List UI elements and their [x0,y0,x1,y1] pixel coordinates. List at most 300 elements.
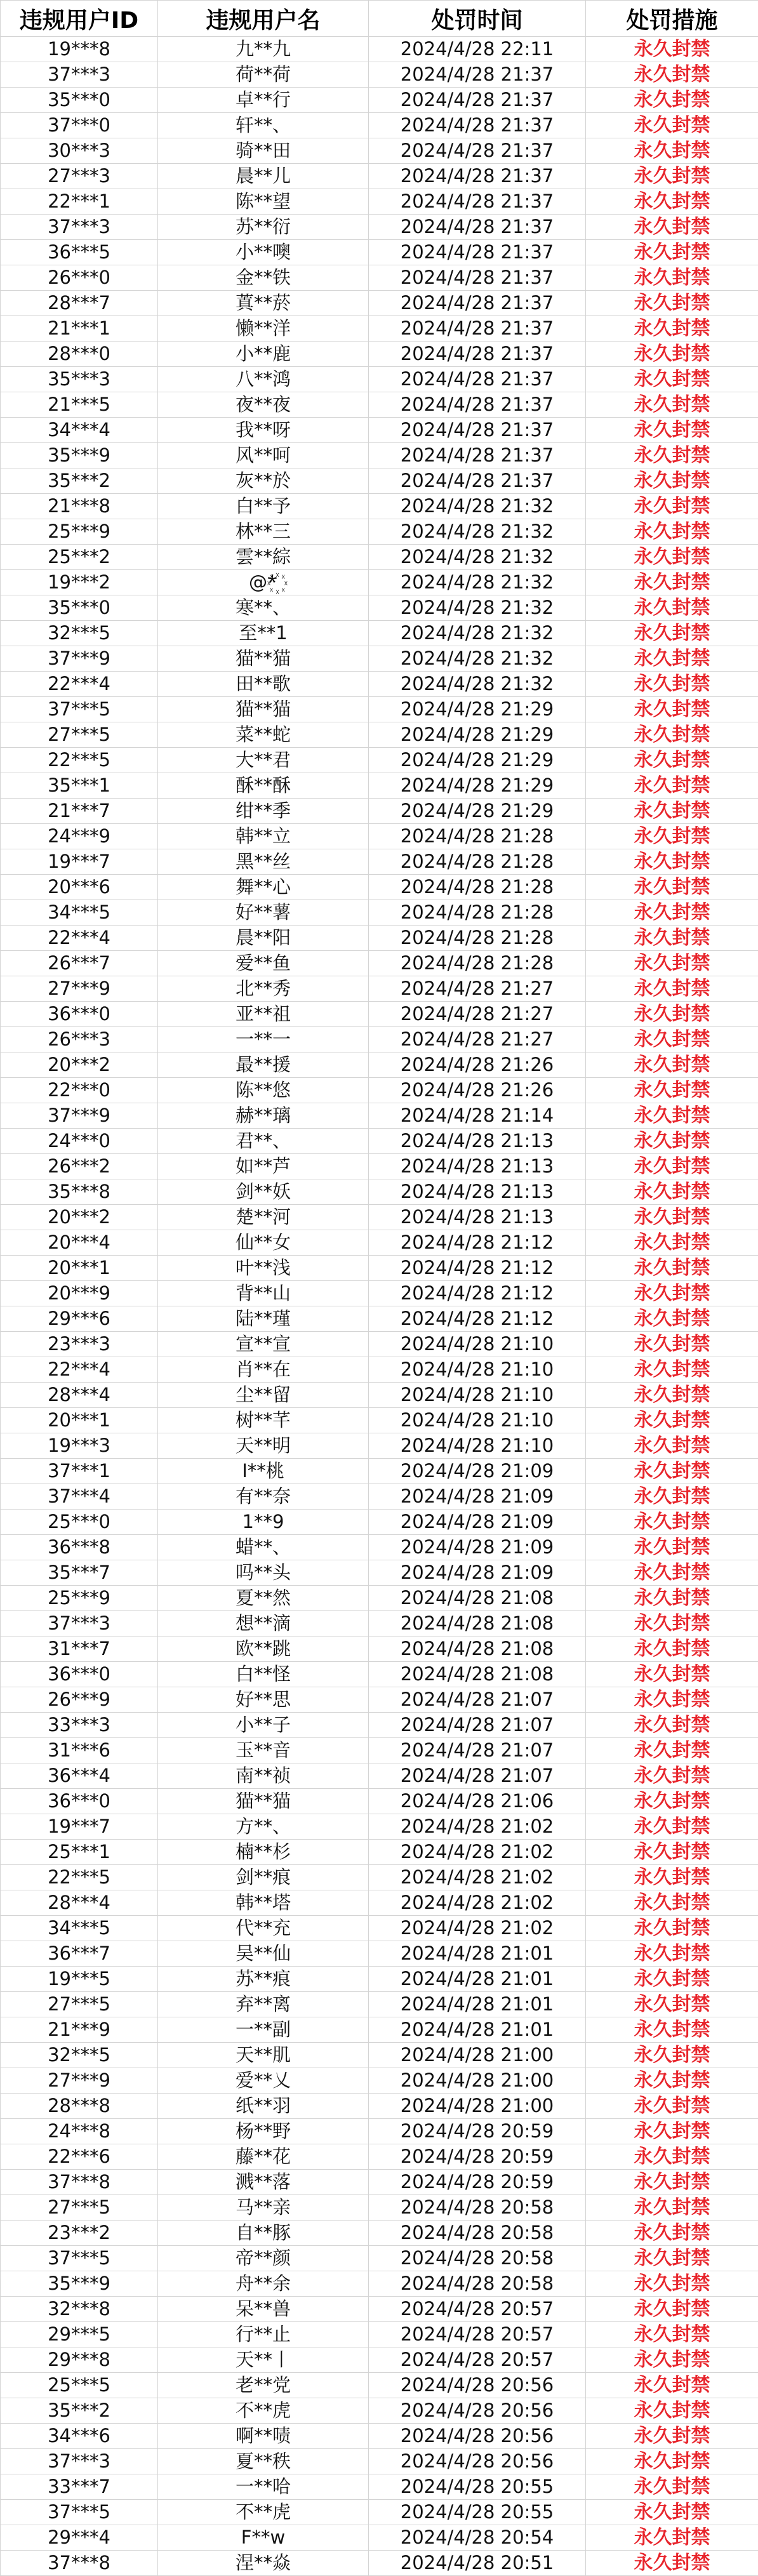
table-row [1,2119,758,2144]
username-cell: 夜**夜 [158,392,369,418]
penalty-action-cell: 永久封禁 [586,2525,758,2551]
penalty-time-cell: 2024/4/28 20:57 [369,2347,586,2373]
table-row [1,2424,758,2449]
penalty-action-cell: 永久封禁 [586,265,758,291]
table-row [1,900,758,926]
table-row [1,2322,758,2347]
penalty-action-cell: 永久封禁 [586,1814,758,1840]
table-row [1,824,758,849]
username-cell: 最**援 [158,1052,369,1078]
user-id-cell: 30***3 [1,138,158,164]
username-cell: 夏**秩 [158,2449,369,2474]
table-row [1,1179,758,1205]
penalty-action-cell: 永久封禁 [586,215,758,240]
username-cell: 代**充 [158,1916,369,1941]
table-row [1,113,758,138]
user-id-cell: 22***5 [1,1865,158,1890]
username-cell: 1**9 [158,1510,369,1535]
penalty-action-cell: 永久封禁 [586,976,758,1002]
penalty-action-cell: 永久封禁 [586,926,758,951]
penalty-time-cell: 2024/4/28 21:08 [369,1611,586,1637]
penalty-action-cell: 永久封禁 [586,418,758,443]
penalty-action-cell: 永久封禁 [586,1433,758,1459]
username-cell: 尘**留 [158,1383,369,1408]
user-id-cell: 28***7 [1,291,158,316]
username-cell: 有**奈 [158,1484,369,1510]
table-row [1,519,758,545]
penalty-time-cell: 2024/4/28 21:29 [369,748,586,773]
user-id-cell: 37***3 [1,2449,158,2474]
username-cell: 白**予 [158,494,369,519]
username-cell: @*꙰ [158,570,369,595]
table-row [1,545,758,570]
username-cell: 北**秀 [158,976,369,1002]
username-cell: 南**祯 [158,1763,369,1789]
penalty-action-cell: 永久封禁 [586,1713,758,1738]
penalty-action-cell: 永久封禁 [586,342,758,367]
user-id-cell: 34***5 [1,1916,158,1941]
user-id-cell: 37***9 [1,1103,158,1129]
table-row [1,2043,758,2068]
table-row [1,1890,758,1916]
username-cell: I**桃 [158,1459,369,1484]
penalty-action-cell: 永久封禁 [586,1789,758,1814]
user-id-cell: 20***9 [1,1281,158,1306]
user-id-cell: 37***5 [1,2500,158,2525]
penalty-time-cell: 2024/4/28 21:01 [369,1967,586,1992]
table-row [1,392,758,418]
penalty-time-cell: 2024/4/28 21:13 [369,1129,586,1154]
penalty-time-cell: 2024/4/28 21:28 [369,951,586,976]
penalty-action-cell: 永久封禁 [586,1890,758,1916]
user-id-cell: 23***3 [1,1332,158,1357]
penalty-action-cell: 永久封禁 [586,1179,758,1205]
username-cell: 荷**荷 [158,62,369,88]
penalty-action-cell: 永久封禁 [586,1078,758,1103]
penalty-action-cell: 永久封禁 [586,1002,758,1027]
username-cell: 涅**焱 [158,2551,369,2576]
penalty-time-cell: 2024/4/28 21:32 [369,519,586,545]
penalty-action-cell: 永久封禁 [586,1357,758,1383]
table-row [1,1916,758,1941]
penalty-time-cell: 2024/4/28 20:57 [369,2297,586,2322]
user-id-cell: 29***6 [1,1306,158,1332]
penalty-action-cell: 永久封禁 [586,1383,758,1408]
table-row [1,1230,758,1256]
table-row [1,1662,758,1687]
username-cell: 肖**在 [158,1357,369,1383]
penalty-time-cell: 2024/4/28 21:37 [369,418,586,443]
penalty-time-cell: 2024/4/28 21:10 [369,1332,586,1357]
table-row [1,646,758,672]
penalty-action-cell: 永久封禁 [586,1230,758,1256]
penalty-action-cell: 永久封禁 [586,468,758,494]
penalty-action-cell: 永久封禁 [586,2551,758,2576]
username-cell: 舞**心 [158,875,369,900]
penalty-action-cell: 永久封禁 [586,1586,758,1611]
username-cell: 夏**然 [158,1586,369,1611]
user-id-cell: 28***0 [1,342,158,367]
penalty-time-cell: 2024/4/28 21:09 [369,1560,586,1586]
username-cell: 九**九 [158,37,369,62]
username-cell: 酥**酥 [158,773,369,799]
penalty-time-cell: 2024/4/28 21:09 [369,1459,586,1484]
table-row [1,1306,758,1332]
user-id-cell: 36***7 [1,1941,158,1967]
table-row [1,976,758,1002]
user-id-cell: 35***2 [1,2398,158,2424]
username-cell: 风**呵 [158,443,369,468]
header-user-id: 违规用户ID [1,1,158,37]
user-id-cell: 28***4 [1,1890,158,1916]
table-row [1,1433,758,1459]
penalty-time-cell: 2024/4/28 21:07 [369,1763,586,1789]
table-row [1,215,758,240]
username-cell: 猫**猫 [158,697,369,722]
penalty-time-cell: 2024/4/28 21:02 [369,1814,586,1840]
table-row [1,926,758,951]
penalty-action-cell: 永久封禁 [586,1992,758,2017]
user-id-cell: 19***5 [1,1967,158,1992]
table-row [1,2170,758,2195]
username-cell: 菜**蛇 [158,722,369,748]
penalty-time-cell: 2024/4/28 21:32 [369,545,586,570]
table-row [1,1332,758,1357]
penalty-time-cell: 2024/4/28 20:54 [369,2525,586,2551]
table-row [1,37,758,62]
table-row [1,1840,758,1865]
table-row [1,1637,758,1662]
username-cell: 君**、 [158,1129,369,1154]
user-id-cell: 37***3 [1,1611,158,1637]
username-cell: 自**豚 [158,2221,369,2246]
username-cell: 韩**立 [158,824,369,849]
penalty-time-cell: 2024/4/28 21:37 [369,189,586,215]
user-id-cell: 31***7 [1,1637,158,1662]
table-row [1,468,758,494]
penalty-action-cell: 永久封禁 [586,62,758,88]
penalty-action-cell: 永久封禁 [586,2170,758,2195]
user-id-cell: 35***2 [1,468,158,494]
penalty-action-cell: 永久封禁 [586,1256,758,1281]
penalty-time-cell: 2024/4/28 21:37 [369,265,586,291]
table-row [1,697,758,722]
table-row [1,1865,758,1890]
user-id-cell: 34***4 [1,418,158,443]
penalty-action-cell: 永久封禁 [586,2017,758,2043]
table-row [1,1738,758,1763]
user-id-cell: 22***4 [1,926,158,951]
user-id-cell: 27***5 [1,1992,158,2017]
user-id-cell: 19***2 [1,570,158,595]
penalty-time-cell: 2024/4/28 21:37 [369,342,586,367]
username-cell: 寒**、 [158,595,369,621]
penalty-action-cell: 永久封禁 [586,367,758,392]
table-row [1,342,758,367]
penalty-time-cell: 2024/4/28 21:32 [369,570,586,595]
table-row [1,316,758,342]
table-row [1,1078,758,1103]
table-row [1,2347,758,2373]
user-id-cell: 21***1 [1,316,158,342]
table-row [1,1687,758,1713]
user-id-cell: 33***3 [1,1713,158,1738]
penalty-action-cell: 永久封禁 [586,2297,758,2322]
table-row [1,1535,758,1560]
penalty-action-cell: 永久封禁 [586,2322,758,2347]
table-row [1,1002,758,1027]
penalty-time-cell: 2024/4/28 21:10 [369,1408,586,1433]
penalty-action-cell: 永久封禁 [586,2068,758,2094]
username-cell: 背**山 [158,1281,369,1306]
penalty-time-cell: 2024/4/28 21:01 [369,1941,586,1967]
user-id-cell: 35***1 [1,773,158,799]
table-row [1,88,758,113]
penalty-time-cell: 2024/4/28 21:10 [369,1357,586,1383]
penalty-time-cell: 2024/4/28 21:07 [369,1738,586,1763]
penalty-time-cell: 2024/4/28 21:37 [369,138,586,164]
user-id-cell: 19***7 [1,1814,158,1840]
penalty-time-cell: 2024/4/28 20:58 [369,2195,586,2221]
table-row [1,875,758,900]
user-id-cell: 28***8 [1,2094,158,2119]
table-row [1,722,758,748]
penalty-time-cell: 2024/4/28 21:09 [369,1535,586,1560]
penalty-action-cell: 永久封禁 [586,1763,758,1789]
username-cell: 一**副 [158,2017,369,2043]
penalty-action-cell: 永久封禁 [586,1052,758,1078]
username-cell: 吴**仙 [158,1941,369,1967]
penalty-action-cell: 永久封禁 [586,1637,758,1662]
table-row [1,2449,758,2474]
header-username: 违规用户名 [158,1,369,37]
user-id-cell: 37***8 [1,2551,158,2576]
user-id-cell: 21***8 [1,494,158,519]
user-id-cell: 21***7 [1,799,158,824]
penalty-time-cell: 2024/4/28 21:14 [369,1103,586,1129]
penalty-action-cell: 永久封禁 [586,138,758,164]
table-row [1,1789,758,1814]
username-cell: 树**芊 [158,1408,369,1433]
username-cell: 不**虎 [158,2500,369,2525]
username-cell: 赫**璃 [158,1103,369,1129]
user-id-cell: 35***8 [1,1179,158,1205]
penalty-action-cell: 永久封禁 [586,2474,758,2500]
username-cell: 陈**悠 [158,1078,369,1103]
table-row [1,2195,758,2221]
username-cell: 亚**祖 [158,1002,369,1027]
table-row [1,1408,758,1433]
penalty-action-cell: 永久封禁 [586,697,758,722]
penalty-time-cell: 2024/4/28 20:56 [369,2424,586,2449]
penalty-action-cell: 永久封禁 [586,621,758,646]
user-id-cell: 26***2 [1,1154,158,1179]
username-cell: 如**芦 [158,1154,369,1179]
table-row [1,240,758,265]
table-row [1,1814,758,1840]
penalty-time-cell: 2024/4/28 21:28 [369,849,586,875]
table-row [1,849,758,875]
table-row [1,265,758,291]
penalty-time-cell: 2024/4/28 21:02 [369,1916,586,1941]
table-row [1,1052,758,1078]
user-id-cell: 36***8 [1,1535,158,1560]
table-row [1,1027,758,1052]
penalty-time-cell: 2024/4/28 21:02 [369,1865,586,1890]
penalty-time-cell: 2024/4/28 21:37 [369,367,586,392]
username-cell: 陈**望 [158,189,369,215]
penalty-action-cell: 永久封禁 [586,1459,758,1484]
username-cell: 老**党 [158,2373,369,2398]
username-cell: 天**肌 [158,2043,369,2068]
username-cell: 大**君 [158,748,369,773]
penalty-action-cell: 永久封禁 [586,2246,758,2271]
table-row [1,1129,758,1154]
username-cell: 行**止 [158,2322,369,2347]
penalty-action-cell: 永久封禁 [586,519,758,545]
penalty-time-cell: 2024/4/28 21:37 [369,468,586,494]
penalty-action-cell: 永久封禁 [586,1281,758,1306]
user-id-cell: 19***7 [1,849,158,875]
user-id-cell: 20***2 [1,1052,158,1078]
username-cell: 陆**瑾 [158,1306,369,1332]
table-row [1,164,758,189]
table-row [1,1763,758,1789]
table-row [1,1484,758,1510]
username-cell: 玉**音 [158,1738,369,1763]
username-cell: 雲**綜 [158,545,369,570]
penalty-time-cell: 2024/4/28 21:32 [369,646,586,672]
table-row [1,2144,758,2170]
username-cell: 我**呀 [158,418,369,443]
username-cell: 不**虎 [158,2398,369,2424]
user-id-cell: 29***8 [1,2347,158,2373]
username-cell: 轩**、 [158,113,369,138]
table-row [1,748,758,773]
username-cell: 舟**余 [158,2271,369,2297]
penalty-time-cell: 2024/4/28 20:59 [369,2170,586,2195]
username-cell: 韩**塔 [158,1890,369,1916]
user-id-cell: 34***5 [1,900,158,926]
user-id-cell: 27***5 [1,2195,158,2221]
penalty-action-cell: 永久封禁 [586,37,758,62]
penalty-action-cell: 永久封禁 [586,570,758,595]
user-id-cell: 36***0 [1,1662,158,1687]
user-id-cell: 22***1 [1,189,158,215]
table-row [1,2246,758,2271]
table-row [1,189,758,215]
user-id-cell: 29***5 [1,2322,158,2347]
penalty-time-cell: 2024/4/28 21:37 [369,240,586,265]
username-cell: 帝**颜 [158,2246,369,2271]
username-cell: 啊**啧 [158,2424,369,2449]
penalty-time-cell: 2024/4/28 21:37 [369,113,586,138]
username-cell: 小**子 [158,1713,369,1738]
penalty-action-cell: 永久封禁 [586,1408,758,1433]
username-cell: 晨**阳 [158,926,369,951]
user-id-cell: 25***9 [1,1586,158,1611]
user-id-cell: 21***9 [1,2017,158,2043]
username-cell: 懒**洋 [158,316,369,342]
penalty-time-cell: 2024/4/28 20:58 [369,2246,586,2271]
table-row [1,2068,758,2094]
user-id-cell: 22***0 [1,1078,158,1103]
penalty-time-cell: 2024/4/28 20:58 [369,2221,586,2246]
user-id-cell: 25***1 [1,1840,158,1865]
table-row [1,1510,758,1535]
username-cell: 金**铁 [158,265,369,291]
penalty-action-cell: 永久封禁 [586,1535,758,1560]
penalty-action-cell: 永久封禁 [586,1103,758,1129]
user-id-cell: 35***9 [1,2271,158,2297]
username-cell: 林**三 [158,519,369,545]
penalty-action-cell: 永久封禁 [586,646,758,672]
penalty-action-cell: 永久封禁 [586,2449,758,2474]
penalty-time-cell: 2024/4/28 20:55 [369,2500,586,2525]
penalty-time-cell: 2024/4/28 21:12 [369,1256,586,1281]
username-cell: 叶**浅 [158,1256,369,1281]
penalty-action-cell: 永久封禁 [586,2119,758,2144]
header-row [1,1,758,37]
penalty-time-cell: 2024/4/28 21:26 [369,1078,586,1103]
penalty-time-cell: 2024/4/28 21:02 [369,1840,586,1865]
table-row [1,773,758,799]
penalty-time-cell: 2024/4/28 21:37 [369,62,586,88]
username-cell: 猫**猫 [158,646,369,672]
table-row [1,799,758,824]
penalty-action-cell: 永久封禁 [586,189,758,215]
user-id-cell: 37***9 [1,646,158,672]
penalty-time-cell: 2024/4/28 21:12 [369,1281,586,1306]
penalty-time-cell: 2024/4/28 22:11 [369,37,586,62]
table-row [1,1586,758,1611]
username-cell: 剑**妖 [158,1179,369,1205]
penalty-action-cell: 永久封禁 [586,748,758,773]
penalty-time-cell: 2024/4/28 21:10 [369,1383,586,1408]
table-row [1,1611,758,1637]
penalty-time-cell: 2024/4/28 20:59 [369,2119,586,2144]
penalty-time-cell: 2024/4/28 21:28 [369,875,586,900]
penalty-action-cell: 永久封禁 [586,722,758,748]
table-row [1,1992,758,2017]
penalty-action-cell: 永久封禁 [586,1865,758,1890]
user-id-cell: 26***0 [1,265,158,291]
user-id-cell: 26***9 [1,1687,158,1713]
penalty-time-cell: 2024/4/28 20:55 [369,2474,586,2500]
username-cell: 藤**花 [158,2144,369,2170]
table-row [1,291,758,316]
penalty-time-cell: 2024/4/28 21:32 [369,621,586,646]
penalty-action-cell: 永久封禁 [586,900,758,926]
table-row [1,1281,758,1306]
user-id-cell: 26***7 [1,951,158,976]
penalty-time-cell: 2024/4/28 21:37 [369,88,586,113]
username-cell: 猫**猫 [158,1789,369,1814]
penalty-action-cell: 永久封禁 [586,1154,758,1179]
penalty-action-cell: 永久封禁 [586,1205,758,1230]
penalty-action-cell: 永久封禁 [586,1484,758,1510]
penalty-action-cell: 永久封禁 [586,2195,758,2221]
penalty-time-cell: 2024/4/28 21:00 [369,2043,586,2068]
penalty-time-cell: 2024/4/28 20:51 [369,2551,586,2576]
penalty-action-cell: 永久封禁 [586,2271,758,2297]
penalty-action-cell: 永久封禁 [586,1510,758,1535]
username-cell: 爱**鱼 [158,951,369,976]
user-id-cell: 37***3 [1,215,158,240]
penalty-action-cell: 永久封禁 [586,1306,758,1332]
user-id-cell: 36***0 [1,1789,158,1814]
table-row [1,2500,758,2525]
